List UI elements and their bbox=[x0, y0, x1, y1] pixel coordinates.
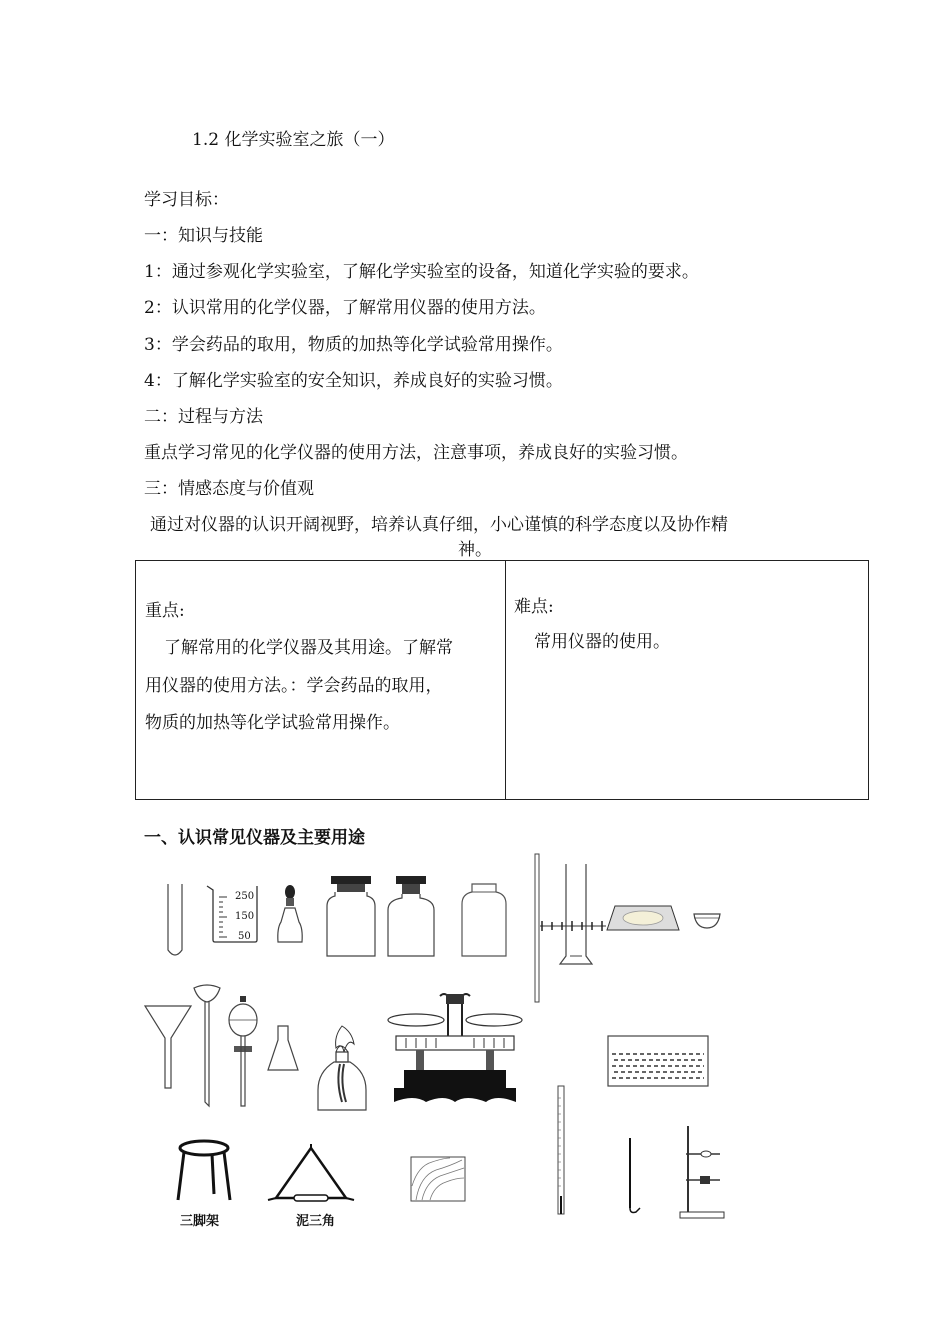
beaker-mark: 250 bbox=[235, 891, 255, 902]
clay-triangle-label: 泥三角 bbox=[296, 1214, 336, 1229]
long-neck-funnel-icon bbox=[190, 984, 224, 1108]
objectives-heading: 学习目标： bbox=[144, 190, 229, 210]
section3-text: 通过对仪器的认识开阔视野，培养认真仔细，小心谨慎的科学态度以及协作精 bbox=[150, 515, 728, 535]
balance-icon bbox=[386, 990, 526, 1108]
clay-triangle-icon bbox=[266, 1144, 356, 1206]
key-text: 物质的加热等化学试验常用操作。 bbox=[145, 713, 400, 733]
scale-line-icon bbox=[540, 920, 610, 932]
part1-heading: 一、认识常见仪器及主要用途 bbox=[144, 828, 365, 848]
section1-heading: 一：知识与技能 bbox=[144, 226, 263, 246]
beaker-mark: 150 bbox=[235, 911, 255, 922]
objective-item: 2：认识常用的化学仪器，了解常用仪器的使用方法。 bbox=[144, 298, 546, 318]
objective-item: 1：通过参观化学实验室，了解化学实验室的设备，知道化学实验的要求。 bbox=[144, 262, 699, 282]
gas-collecting-bottle-icon bbox=[460, 882, 508, 960]
conical-flask-icon bbox=[266, 1024, 300, 1072]
key-label: 重点: bbox=[145, 601, 185, 621]
test-tube-icon bbox=[166, 884, 184, 960]
section3-heading: 三：情感态度与价值观 bbox=[144, 479, 314, 499]
alcohol-lamp-icon bbox=[314, 1022, 370, 1114]
key-text: 了解常用的化学仪器及其用途。了解常 bbox=[164, 638, 453, 658]
table-divider bbox=[505, 560, 506, 799]
difficulty-text: 常用仪器的使用。 bbox=[534, 632, 670, 652]
tripod-icon bbox=[176, 1138, 232, 1204]
narrow-mouth-bottle-icon bbox=[386, 874, 436, 960]
wide-mouth-bottle-icon bbox=[325, 874, 377, 960]
dropper-bottle-icon bbox=[275, 884, 305, 946]
iron-stand-icon bbox=[676, 1124, 726, 1220]
funnel-icon bbox=[143, 1004, 193, 1090]
combustion-spoon-icon bbox=[620, 1136, 642, 1216]
section3-text-cont: 神。 bbox=[458, 540, 492, 560]
objective-item: 3：学会药品的取用，物质的加热等化学试验常用操作。 bbox=[144, 335, 563, 355]
wire-gauze-icon bbox=[605, 904, 681, 932]
tripod-label: 三脚架 bbox=[180, 1214, 220, 1229]
page-title: 1.2 化学实验室之旅（一） bbox=[192, 130, 395, 150]
section2-heading: 二：过程与方法 bbox=[144, 407, 263, 427]
graduated-cylinder-icon bbox=[556, 862, 596, 972]
thermometer-icon bbox=[556, 1086, 566, 1216]
section2-text: 重点学习常见的化学仪器的使用方法，注意事项，养成良好的实验习惯。 bbox=[144, 443, 688, 463]
wood-block-icon bbox=[410, 1156, 466, 1202]
evaporating-dish-icon bbox=[692, 912, 722, 930]
key-text: 用仪器的使用方法。：学会药品的取用， bbox=[145, 676, 443, 696]
difficulty-label: 难点: bbox=[514, 597, 554, 617]
beaker-mark: 50 bbox=[238, 931, 251, 942]
water-trough-icon bbox=[606, 1034, 710, 1088]
objective-item: 4：了解化学实验室的安全知识，养成良好的实验习惯。 bbox=[144, 371, 563, 391]
separatory-funnel-icon bbox=[222, 994, 266, 1110]
